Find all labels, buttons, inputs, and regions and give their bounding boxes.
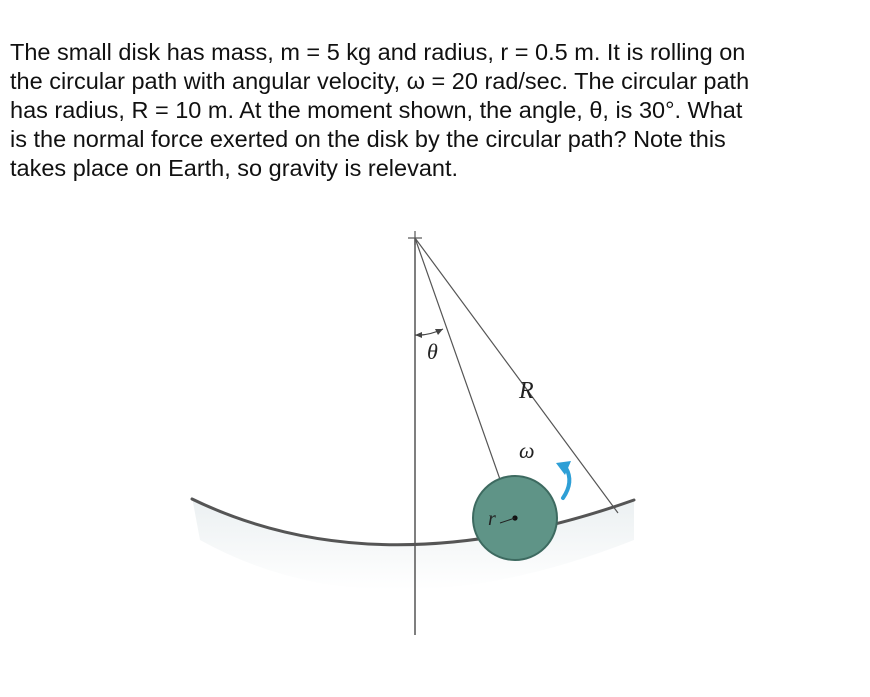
theta-arrowhead-left <box>415 332 422 338</box>
problem-line-5: takes place on Earth, so gravity is relevant. <box>10 155 459 181</box>
omega-label: ω <box>519 438 535 463</box>
big-radius-dimension-line <box>415 238 618 513</box>
big-radius-label: R <box>519 378 534 404</box>
theta-label: θ <box>427 339 438 364</box>
problem-line-2: the circular path with angular velocity, ω = 20 rad/sec. The circular path <box>10 68 750 94</box>
problem-line-1: The small disk has mass, m = 5 kg and radius, r = 0.5 m. It is rolling on <box>10 39 746 65</box>
problem-line-4: is the normal force exerted on the disk by the circular path? Note this <box>10 126 726 152</box>
small-radius-label: r <box>488 508 496 530</box>
problem-line-3: has radius, R = 10 m. At the moment shown, the angle, θ, is 30°. What <box>10 97 743 123</box>
